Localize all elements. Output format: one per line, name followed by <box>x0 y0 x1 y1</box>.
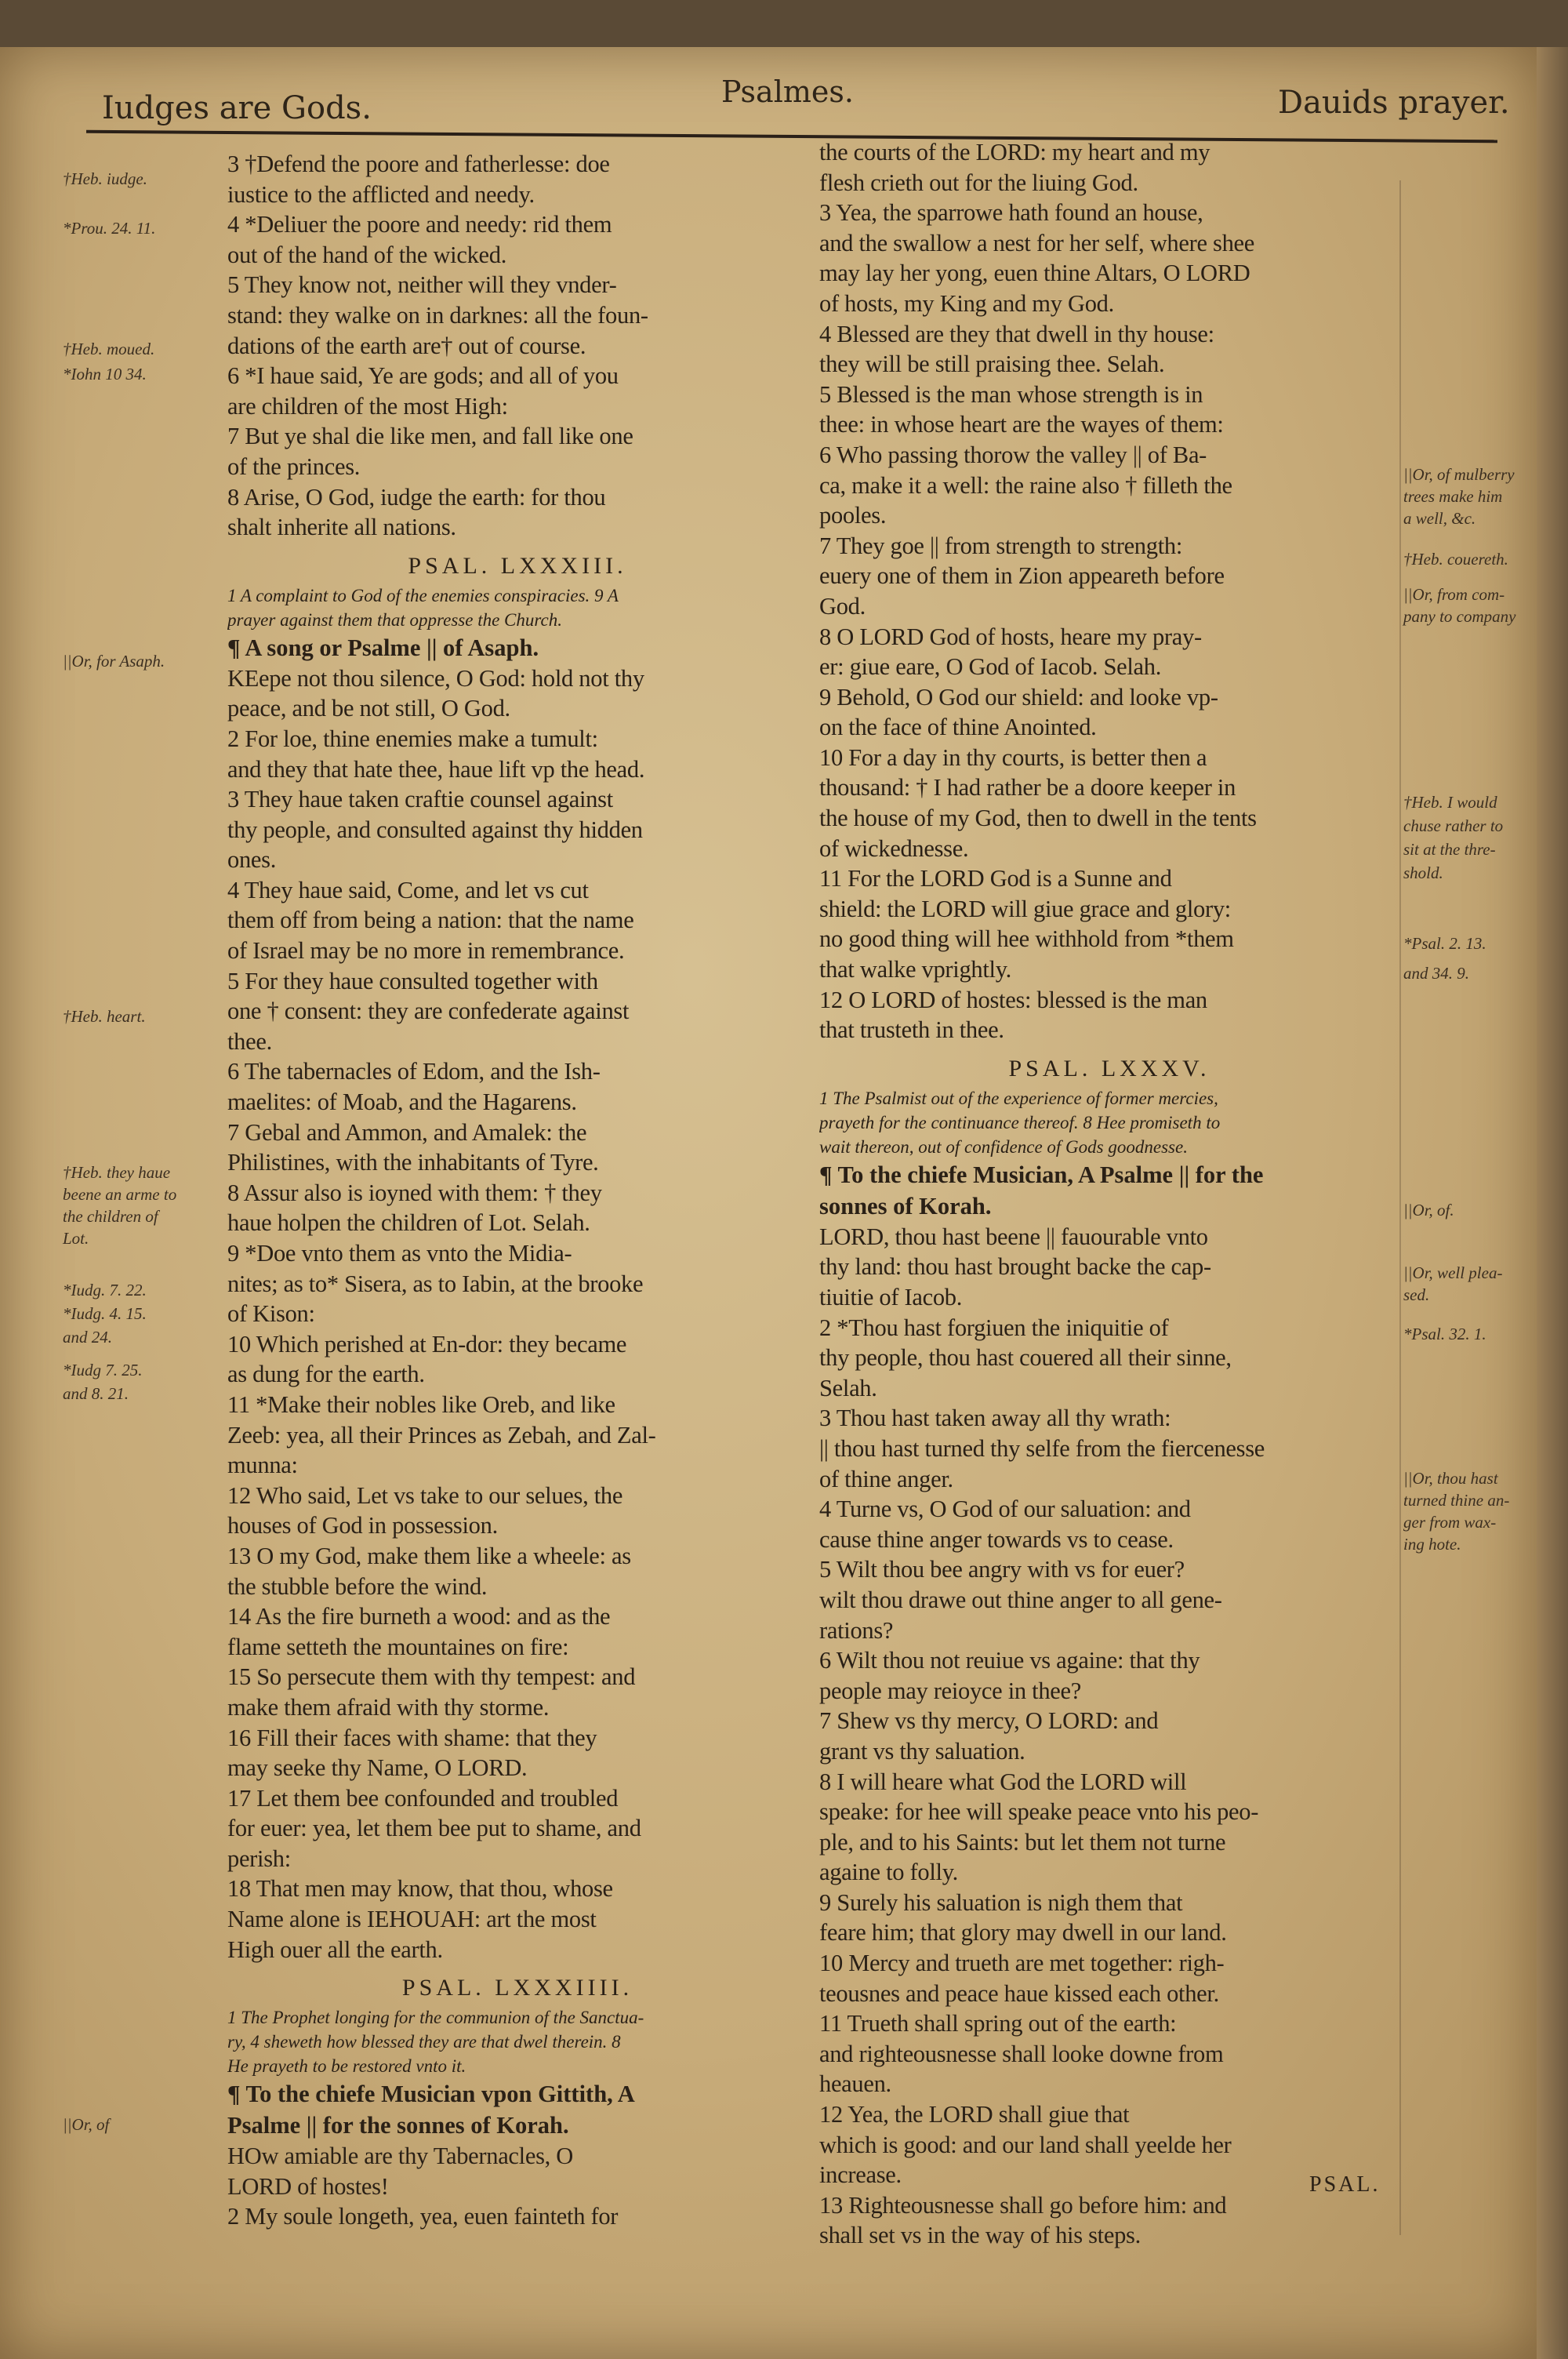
verse-line: 5 Wilt thou bee angry with vs for euer? <box>819 1556 1185 1583</box>
verse-line: that walke vprightly. <box>819 956 1011 983</box>
verse-line: and they that hate thee, haue lift vp the head. <box>227 755 645 783</box>
margin-note: *Prou. 24. 11. <box>63 219 156 238</box>
margin-note: ||Or, of mulberry <box>1403 465 1515 484</box>
superscription-line: sonnes of Korah. <box>819 1192 992 1219</box>
verse-line: 11 For the LORD God is a Sunne and <box>819 865 1172 892</box>
margin-note: beene an arme to <box>63 1185 177 1204</box>
verse-line: 10 Mercy and trueth are met together: righ- <box>819 1950 1225 1977</box>
verse-line: 5 For they haue consulted together with <box>227 967 598 994</box>
verse-line: 2 My soule longeth, yea, euen fainteth for <box>227 2203 619 2230</box>
psalm-84-superscription <box>227 2078 808 2141</box>
verse-line: 17 Let them bee confounded and troubled <box>227 1784 619 1812</box>
verse-line: they will be still praising thee. Selah. <box>819 351 1165 378</box>
argument-line: He prayeth to be restored vnto it. <box>227 2056 466 2077</box>
verse-line: High ouer all the earth. <box>227 1936 443 1963</box>
verse-line: 9 Behold, O God our shield: and looke vp- <box>819 683 1218 711</box>
verse-line: Name alone is IEHOUAH: art the most <box>227 1906 597 1933</box>
verse-line: them off from being a nation: that the name <box>227 907 634 934</box>
verse-line: rations? <box>819 1616 894 1644</box>
verse-line: ple, and to his Saints: but let them not turne <box>819 1828 1226 1856</box>
verse-line: 6 *I haue said, Ye are gods; and all of you <box>227 362 619 390</box>
margin-note: †Heb. they haue <box>63 1163 171 1182</box>
verse-line: thee. <box>227 1027 272 1055</box>
psalm-83-title: PSAL. LXXXIII. <box>408 552 627 579</box>
verse-line: euery one of them in Zion appeareth before <box>819 562 1225 590</box>
verse-line: 12 Yea, the LORD shall giue that <box>819 2101 1130 2128</box>
margin-note: shold. <box>1403 863 1443 882</box>
verse-line: 6 Who passing thorow the valley || of Ba- <box>819 441 1207 468</box>
verse-line: heauen. <box>819 2070 891 2098</box>
verse-line: flame setteth the mountaines on fire: <box>227 1633 569 1660</box>
margin-note: *Psal. 32. 1. <box>1403 1325 1486 1343</box>
verse-line: are children of the most High: <box>227 392 508 420</box>
verse-line: iustice to the afflicted and needy. <box>227 180 535 208</box>
verse-line: and righteousnesse shall looke downe from <box>819 2040 1224 2067</box>
argument-line: ry, 4 sheweth how blessed they are that dwel therein. 8 <box>227 2032 621 2052</box>
verse-line: one † consent: they are confederate against <box>227 998 630 1025</box>
verse-line: HOw amiable are thy Tabernacles, O <box>227 2143 574 2170</box>
verse-line: shalt inherite all nations. <box>227 514 456 541</box>
verse-line: make them afraid with thy storme. <box>227 1693 550 1721</box>
margin-note: sed. <box>1403 1285 1430 1304</box>
verse-line: munna: <box>227 1452 298 1479</box>
verse-line: of wickednesse. <box>819 834 969 862</box>
verse-line: Zeeb: yea, all their Princes as Zebah, and Zal- <box>227 1421 656 1448</box>
verse-line: 9 *Doe vnto them as vnto the Midia- <box>227 1240 572 1267</box>
margin-note: sit at the thre- <box>1403 840 1496 859</box>
margin-note: chuse rather to <box>1403 816 1504 835</box>
verse-line: LORD, thou hast beene || fauourable vnto <box>819 1223 1208 1250</box>
margin-note: ger from wax- <box>1403 1513 1497 1532</box>
verse-line: tiuitie of Iacob. <box>819 1284 963 1310</box>
psalm-83-argument <box>227 583 808 632</box>
verse-line: thy people, and consulted against thy hidden <box>227 816 643 843</box>
margin-note: turned thine an- <box>1403 1491 1510 1510</box>
verse-line: 12 O LORD of hostes: blessed is the man <box>819 986 1207 1013</box>
verse-line: 14 As the fire burneth a wood: and as the <box>227 1603 611 1630</box>
margin-note: †Heb. moued. <box>63 340 155 358</box>
psalm-84-argument <box>227 2005 808 2078</box>
verse-line: speake: for hee will speake peace vnto his peo- <box>819 1798 1259 1826</box>
catchword: PSAL. <box>1309 2172 1381 2197</box>
verse-line: pooles. <box>819 502 887 529</box>
verse-line: peace, and be not still, O God. <box>227 695 510 722</box>
verse-line: on the face of thine Anointed. <box>819 714 1097 741</box>
margin-note: ||Or, thou hast <box>1403 1469 1498 1488</box>
margin-note: *Iudg. 7. 22. <box>63 1281 147 1299</box>
psalm-84-title: PSAL. LXXXIIII. <box>401 1975 633 2001</box>
margin-note: †Heb. couereth. <box>1403 550 1508 569</box>
verse-line: increase. <box>819 2161 902 2189</box>
verse-line: 8 I will heare what God the LORD will <box>819 1768 1187 1795</box>
verse-line: shall set vs in the way of his steps. <box>819 2222 1141 2249</box>
verse-line: nites; as to* Sisera, as to Iabin, at the brooke <box>227 1270 644 1297</box>
verse-line: 16 Fill their faces with shame: that they <box>227 1724 597 1751</box>
verse-line: and the swallow a nest for her self, where shee <box>819 229 1255 256</box>
verse-line: 4 They haue said, Come, and let vs cut <box>227 876 589 903</box>
argument-line: wait thereon, out of confidence of Gods goodnesse. <box>819 1136 1188 1157</box>
argument-line: 1 The Psalmist out of the experience of former mercies, <box>819 1088 1218 1108</box>
margin-note: and 8. 21. <box>63 1384 129 1403</box>
verse-line: 10 Which perished at En-dor: they became <box>227 1330 627 1358</box>
verse-line: 7 Shew vs thy mercy, O LORD: and <box>819 1707 1159 1735</box>
margin-note: *Iudg. 4. 15. <box>63 1304 147 1323</box>
verse-line: for euer: yea, let them bee put to shame, and <box>227 1815 641 1842</box>
verse-line: grant vs thy saluation. <box>819 1737 1025 1765</box>
verse-line: of Israel may be no more in remembrance. <box>227 937 625 965</box>
verse-line: which is good: and our land shall yeelde her <box>819 2131 1232 2158</box>
verse-line: 11 Trueth shall spring out of the earth: <box>819 2010 1177 2037</box>
running-head-left: Iudges are Gods. <box>102 90 372 126</box>
margin-note: ||Or, for Asaph. <box>63 652 165 671</box>
verse-line: the house of my God, then to dwell in the tents <box>819 805 1257 832</box>
verse-line: 13 Righteousnesse shall go before him: and <box>819 2191 1227 2219</box>
verse-line: teousnes and peace haue kissed each other. <box>819 1979 1219 2007</box>
verse-line: of thine anger. <box>819 1465 953 1492</box>
psalm-82-verses <box>227 149 808 543</box>
verse-line: God. <box>819 592 866 620</box>
verse-line: LORD of hostes! <box>227 2172 389 2200</box>
running-header <box>0 0 1537 133</box>
verse-line: ca, make it a well: the raine also † filleth the <box>819 471 1232 499</box>
verse-line: 10 For a day in thy courts, is better then a <box>819 743 1207 771</box>
verse-line: thee: in whose heart are the wayes of them: <box>819 411 1224 438</box>
left-text-column <box>227 149 808 2232</box>
verse-line: 8 Arise, O God, iudge the earth: for thou <box>227 483 606 511</box>
verse-line: thy people, thou hast couered all their sinne, <box>819 1344 1232 1372</box>
verse-line: of the princes. <box>227 453 361 480</box>
margin-note: †Heb. I would <box>1403 793 1497 812</box>
verse-line: may lay her yong, euen thine Altars, O LORD <box>819 260 1250 287</box>
verse-line: 7 They goe || from strength to strength: <box>819 532 1182 559</box>
page-edge <box>1537 47 1568 2359</box>
margin-note: ||Or, well plea- <box>1403 1263 1503 1282</box>
verse-line: 7 Gebal and Ammon, and Amalek: the <box>227 1118 587 1146</box>
verse-line: 12 Who said, Let vs take to our selues, the <box>227 1481 623 1509</box>
verse-line: 15 So persecute them with thy tempest: and <box>227 1663 636 1691</box>
psalm-85-superscription <box>819 1159 1399 1222</box>
verse-line: out of the hand of the wicked. <box>227 241 507 268</box>
verse-line: 4 *Deliuer the poore and needy: rid them <box>227 211 612 238</box>
margin-note: a well, &c. <box>1403 509 1476 528</box>
margin-note: the children of <box>63 1207 158 1226</box>
margin-note: *Iohn 10 34. <box>63 365 147 383</box>
verse-line: 8 Assur also is ioyned with them: † they <box>227 1179 602 1206</box>
verse-line: 9 Surely his saluation is nigh them that <box>819 1888 1183 1916</box>
psalm-85-title: PSAL. LXXXV. <box>1008 1055 1210 1081</box>
verse-line: perish: <box>227 1845 291 1872</box>
running-head-center: Psalmes. <box>721 75 854 109</box>
argument-line: 1 A complaint to God of the enemies conspiracies. 9 A <box>227 585 619 605</box>
verse-line: people may reioyce in thee? <box>819 1677 1082 1704</box>
margin-note: †Heb. heart. <box>63 1007 146 1026</box>
verse-line: 8 O LORD God of hosts, heare my pray- <box>819 623 1202 650</box>
verse-line: againe to folly. <box>819 1859 959 1886</box>
verse-line: ones. <box>227 846 277 874</box>
margin-note: Lot. <box>63 1229 89 1248</box>
margin-note: trees make him <box>1403 487 1503 506</box>
superscription-line: Psalme || for the sonnes of Korah. <box>227 2112 569 2139</box>
psalm-84-continued-verses <box>819 137 1399 1045</box>
verse-line: shield: the LORD will giue grace and glory: <box>819 895 1231 922</box>
verse-line: 2 For loe, thine enemies make a tumult: <box>227 725 598 752</box>
verse-line: 5 They know not, neither will they vnder- <box>227 271 617 299</box>
argument-line: prayer against them that oppresse the Church. <box>227 609 562 630</box>
margin-note: and 24. <box>63 1328 112 1347</box>
margin-note: *Psal. 2. 13. <box>1403 934 1486 953</box>
verse-line: 3 They haue taken craftie counsel against <box>227 786 613 813</box>
column-divider <box>1399 180 1401 2235</box>
verse-line: thousand: † I had rather be a doore keeper in <box>819 774 1236 801</box>
verse-line: er: giue eare, O God of Iacob. Selah. <box>819 653 1162 681</box>
verse-line: the stubble before the wind. <box>227 1572 488 1600</box>
verse-line: haue holpen the children of Lot. Selah. <box>227 1209 590 1237</box>
verse-line: || thou hast turned thy selfe from the fiercenesse <box>819 1434 1265 1462</box>
margin-note: ||Or, of. <box>1403 1201 1454 1219</box>
verse-line: houses of God in possession. <box>227 1512 498 1539</box>
right-text-column <box>819 137 1399 2251</box>
verse-line: 6 The tabernacles of Edom, and the Ish- <box>227 1058 601 1085</box>
verse-line: Selah. <box>819 1374 877 1401</box>
verse-line: stand: they walke on in darknes: all the foun- <box>227 301 648 329</box>
verse-line: dations of the earth are† out of course. <box>227 332 586 359</box>
verse-line: KEepe not thou silence, O God: hold not thy <box>227 664 644 692</box>
psalm-83-verses <box>227 663 808 1965</box>
psalm-85-verses <box>819 1222 1399 2251</box>
verse-line: the courts of the LORD: my heart and my <box>819 139 1210 165</box>
margin-note: and 34. 9. <box>1403 964 1469 983</box>
psalm-83-superscription: ¶ A song or Psalme || of Asaph. <box>227 634 539 661</box>
verse-line: 11 *Make their nobles like Oreb, and like <box>227 1390 615 1418</box>
verse-line: flesh crieth out for the liuing God. <box>819 169 1138 196</box>
psalm-85-argument <box>819 1086 1399 1159</box>
verse-line: 2 *Thou hast forgiuen the iniquitie of <box>819 1314 1169 1341</box>
verse-line: 4 Turne vs, O God of our saluation: and <box>819 1496 1191 1523</box>
argument-line: 1 The Prophet longing for the communion of the Sanctua- <box>227 2008 644 2028</box>
psalm-84-verses <box>227 2141 808 2232</box>
margin-note: *Iudg 7. 25. <box>63 1361 143 1379</box>
verse-line: thy land: thou hast brought backe the cap- <box>819 1253 1211 1281</box>
verse-line: of hosts, my King and my God. <box>819 289 1114 317</box>
verse-line: as dung for the earth. <box>227 1361 425 1388</box>
margin-note: ||Or, from com- <box>1403 585 1505 604</box>
superscription-line: ¶ To the chiefe Musician, A Psalme || for the <box>819 1161 1264 1188</box>
verse-line: feare him; that glory may dwell in our land. <box>819 1919 1227 1946</box>
verse-line: of Kison: <box>227 1300 315 1328</box>
verse-line: 18 That men may know, that thou, whose <box>227 1875 613 1903</box>
verse-line: cause thine anger towards vs to cease. <box>819 1525 1174 1553</box>
verse-line: 7 But ye shal die like men, and fall like one <box>227 423 633 450</box>
superscription-line: ¶ To the chiefe Musician vpon Gittith, A <box>227 2081 635 2108</box>
verse-line: 3 Thou hast taken away all thy wrath: <box>819 1405 1171 1432</box>
verse-line: maelites: of Moab, and the Hagarens. <box>227 1089 577 1116</box>
verse-line: may seeke thy Name, O LORD. <box>227 1754 528 1782</box>
verse-line: 3 †Defend the poore and fatherlesse: doe <box>227 151 610 177</box>
margin-note: pany to company <box>1403 607 1516 626</box>
verse-line: 13 O my God, make them like a wheele: as <box>227 1542 631 1569</box>
verse-line: 4 Blessed are they that dwell in thy house: <box>819 320 1214 347</box>
verse-line: Philistines, with the inhabitants of Tyre. <box>227 1149 599 1176</box>
margin-note: ing hote. <box>1403 1535 1461 1554</box>
running-head-right: Dauids prayer. <box>1278 85 1510 121</box>
argument-line: prayeth for the continuance thereof. 8 Hee promiseth to <box>819 1112 1221 1132</box>
margin-note: †Heb. iudge. <box>63 169 147 188</box>
verse-line: no good thing will hee withhold from *them <box>819 925 1234 953</box>
verse-line: 3 Yea, the sparrowe hath found an house, <box>819 199 1203 227</box>
margin-note: ||Or, of <box>63 2115 110 2134</box>
verse-line: 5 Blessed is the man whose strength is in <box>819 380 1203 408</box>
verse-line: that trusteth in thee. <box>819 1016 1004 1044</box>
verse-line: wilt thou drawe out thine anger to all gene- <box>819 1586 1222 1613</box>
verse-line: 6 Wilt thou not reuiue vs againe: that thy <box>819 1647 1200 1674</box>
